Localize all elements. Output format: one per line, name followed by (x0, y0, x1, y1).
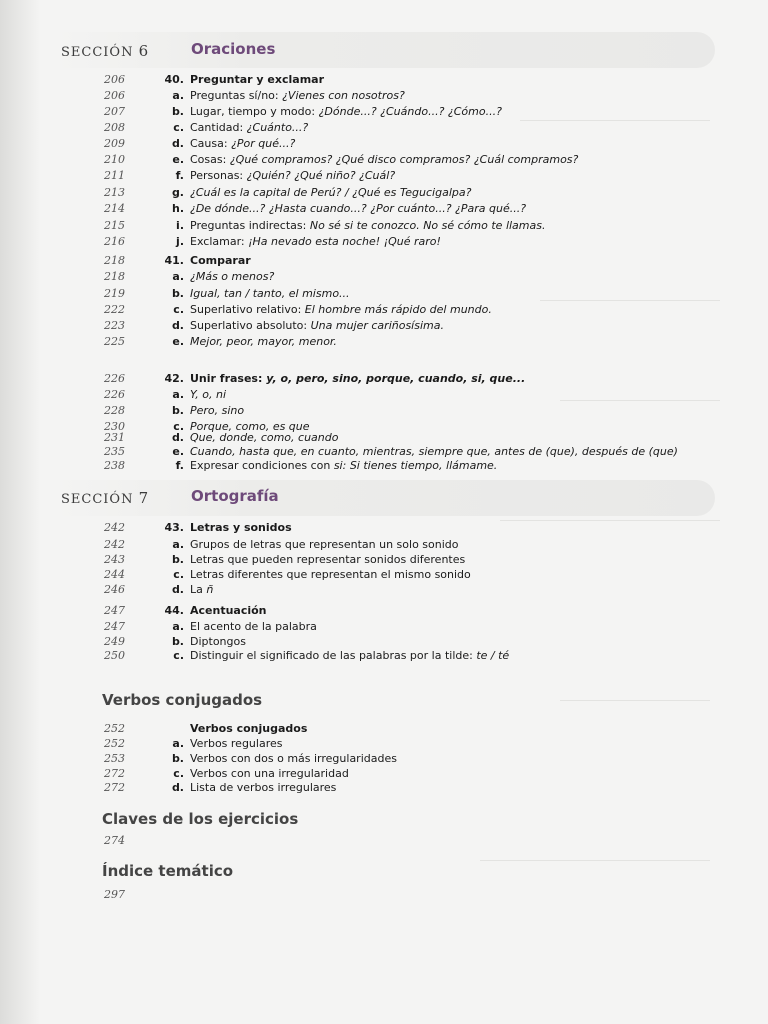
toc-entry-text (190, 648, 509, 664)
indice-page: 297 (104, 888, 125, 901)
toc-page-number: 244 (104, 568, 125, 581)
toc-entry-label: Preguntar y exclamar (190, 73, 324, 86)
toc-entry-example: Que, donde, como, cuando (190, 431, 339, 444)
toc-entry-label: Preguntas sí/no: (190, 89, 283, 102)
toc-page-number: 214 (104, 202, 125, 215)
toc-entry-label: Personas: (190, 169, 247, 182)
toc-page-number: 247 (104, 620, 125, 633)
toc-entry-example: ¡Ha nevado esta noche! ¡Qué raro! (248, 235, 441, 248)
section-label-text: SECCIÓN (61, 45, 134, 60)
toc-page-number: 213 (104, 186, 125, 199)
toc-entry-label: Lista de verbos irregulares (190, 781, 337, 794)
toc-entry-example: te / té (476, 649, 510, 662)
toc-page-number: 247 (104, 604, 125, 617)
toc-entry-example: ¿Por qué...? (231, 137, 296, 150)
toc-page-number: 211 (104, 169, 125, 182)
toc-marker: 43. (164, 521, 184, 534)
toc-marker: c. (173, 121, 184, 134)
toc-page-number: 206 (104, 73, 125, 86)
toc-entry-text (190, 780, 336, 796)
toc-page-number: 215 (104, 219, 125, 232)
toc-marker: d. (171, 137, 184, 150)
toc-page-number: 231 (104, 431, 125, 444)
toc-entry-text (190, 72, 324, 88)
toc-page-number: 252 (104, 737, 125, 750)
toc-page-number: 228 (104, 404, 125, 417)
bleed-line (480, 860, 710, 861)
toc-entry-example: ¿Qué compramos? ¿Qué disco compramos? ¿Cuál compramos? (229, 153, 579, 166)
toc-marker: a. (172, 737, 184, 750)
toc-entry-label: Superlativo relativo: (190, 303, 305, 316)
claves-heading: Claves de los ejercicios (102, 810, 299, 828)
toc-marker: c. (173, 420, 184, 433)
toc-entry-example: Pero, sino (190, 404, 245, 417)
toc-marker: i. (176, 219, 184, 232)
toc-entry-text (190, 253, 251, 269)
toc-page-number: 249 (104, 635, 125, 648)
toc-entry-label: Diptongos (190, 635, 246, 648)
section-header-band (55, 480, 715, 516)
toc-entry-example: No sé si te conozco. No sé cómo te llamas. (309, 219, 546, 232)
toc-entry-label: Letras que pueden representar sonidos diferentes (190, 553, 466, 566)
verbos-conjugados-heading: Verbos conjugados (102, 691, 263, 709)
toc-page-number: 243 (104, 553, 125, 566)
toc-page-number: 230 (104, 420, 125, 433)
toc-marker: d. (171, 319, 184, 332)
toc-entry-example: El hombre más rápido del mundo. (304, 303, 492, 316)
toc-entry-label: Causa: (190, 137, 232, 150)
toc-page-number: 218 (104, 270, 125, 283)
toc-entry-label: El acento de la palabra (190, 620, 317, 633)
section-7-label (61, 489, 148, 507)
toc-entry-example: si: Si tienes tiempo, llámame. (333, 459, 498, 472)
toc-entry-text (190, 603, 267, 619)
toc-marker: c. (173, 303, 184, 316)
toc-marker: b. (171, 553, 184, 566)
toc-entry-text (190, 537, 459, 553)
toc-page-number: 272 (104, 767, 125, 780)
toc-entry-example: ¿De dónde...? ¿Hasta cuando...? ¿Por cuánto...? ¿Para qué...? (190, 202, 527, 215)
indice-heading: Índice temático (102, 862, 234, 880)
toc-entry-example: y, o, pero, sino, porque, cuando, si, que... (266, 372, 526, 385)
toc-entry-text (190, 582, 213, 598)
toc-entry-label: Lugar, tiempo y modo: (190, 105, 319, 118)
toc-entry-text (190, 371, 525, 387)
toc-page-number: 238 (104, 459, 125, 472)
toc-marker: 41. (164, 254, 184, 267)
toc-entry-text (190, 218, 545, 234)
toc-entry-example: ¿Dónde...? ¿Cuándo...? ¿Cómo...? (318, 105, 502, 118)
toc-marker: a. (172, 538, 184, 551)
toc-entry-text (190, 567, 471, 583)
toc-entry-text (190, 721, 307, 737)
toc-marker: a. (172, 620, 184, 633)
toc-page-number: 210 (104, 153, 125, 166)
toc-page-number: 253 (104, 752, 125, 765)
toc-entry-example: Y, o, ni (190, 388, 227, 401)
toc-page-number: 242 (104, 521, 125, 534)
toc-entry-text (190, 185, 471, 201)
bleed-line (500, 520, 720, 521)
toc-marker: a. (172, 89, 184, 102)
toc-marker: f. (175, 459, 184, 472)
toc-entry-label: Letras diferentes que representan el mismo sonido (190, 568, 471, 581)
toc-entry-label: Acentuación (190, 604, 267, 617)
toc-entry-label: Verbos conjugados (190, 722, 308, 735)
toc-entry-example: Mejor, peor, mayor, menor. (190, 335, 337, 348)
toc-marker: g. (171, 186, 184, 199)
toc-entry-text (190, 234, 441, 250)
toc-page-number: 272 (104, 781, 125, 794)
toc-entry-example: ¿Más o menos? (190, 270, 275, 283)
toc-entry-text (190, 302, 492, 318)
toc-marker: c. (173, 649, 184, 662)
toc-entry-example: Una mujer cariñosísima. (310, 319, 444, 332)
toc-entry-example: ¿Quién? ¿Qué niño? ¿Cuál? (246, 169, 396, 182)
toc-entry-text (190, 201, 526, 217)
page-shadow (0, 0, 40, 1024)
toc-page-number: 209 (104, 137, 125, 150)
toc-marker: e. (172, 153, 184, 166)
toc-marker: a. (172, 270, 184, 283)
toc-entry-label: Verbos con dos o más irregularidades (190, 752, 397, 765)
toc-entry-text (190, 751, 397, 767)
toc-entry-label: Verbos regulares (190, 737, 283, 750)
toc-entry-example: ñ (206, 583, 214, 596)
toc-marker: e. (172, 335, 184, 348)
toc-page-number: 208 (104, 121, 125, 134)
toc-page-number: 226 (104, 372, 125, 385)
toc-entry-text (190, 736, 282, 752)
toc-marker: j. (176, 235, 184, 248)
toc-marker: c. (173, 767, 184, 780)
section-label-number: 7 (138, 489, 149, 507)
toc-marker: h. (171, 202, 184, 215)
toc-marker: b. (171, 752, 184, 765)
toc-page-number: 206 (104, 89, 125, 102)
toc-entry-example: Igual, tan / tanto, el mismo... (190, 287, 350, 300)
section-header-band (55, 32, 715, 68)
toc-entry-example: ¿Cuál es la capital de Perú? / ¿Qué es Tegucigalpa? (190, 186, 472, 199)
toc-page-number: 218 (104, 254, 125, 267)
section-label-number: 6 (138, 42, 149, 60)
claves-page: 274 (104, 834, 125, 847)
bleed-line (520, 120, 710, 121)
toc-entry-example: ¿Vienes con nosotros? (282, 89, 405, 102)
toc-entry-text (190, 136, 295, 152)
toc-entry-text (190, 88, 405, 104)
toc-marker: d. (171, 431, 184, 444)
toc-entry-text (190, 168, 395, 184)
toc-page-number: 216 (104, 235, 125, 248)
toc-entry-text (190, 458, 497, 474)
toc-marker: 40. (164, 73, 184, 86)
toc-marker: a. (172, 388, 184, 401)
toc-page-number: 242 (104, 538, 125, 551)
toc-entry-label: Comparar (190, 254, 251, 267)
toc-entry-label: Grupos de letras que representan un solo sonido (190, 538, 459, 551)
toc-marker: b. (171, 635, 184, 648)
toc-entry-label: Letras y sonidos (190, 521, 292, 534)
toc-entry-text (190, 120, 308, 136)
bleed-line (560, 700, 710, 701)
toc-entry-text (190, 387, 226, 403)
toc-marker: 42. (164, 372, 184, 385)
toc-entry-text (190, 269, 274, 285)
toc-entry-example: Cuando, hasta que, en cuanto, mientras, siempre que, antes de (que), después de (que) (190, 445, 678, 458)
toc-entry-label: Cosas: (190, 153, 230, 166)
toc-entry-label: La (190, 583, 207, 596)
toc-entry-text (190, 403, 244, 419)
toc-marker: e. (172, 445, 184, 458)
toc-page-number: 246 (104, 583, 125, 596)
toc-page-number: 235 (104, 445, 125, 458)
toc-marker: b. (171, 105, 184, 118)
toc-entry-label: Distinguir el significado de las palabras por la tilde: (190, 649, 477, 662)
toc-page-number: 207 (104, 105, 125, 118)
toc-page-number: 222 (104, 303, 125, 316)
toc-entry-example: ¿Cuánto...? (246, 121, 309, 134)
toc-page-number: 250 (104, 649, 125, 662)
toc-entry-text (190, 334, 337, 350)
toc-entry-label: Expresar condiciones con (190, 459, 334, 472)
toc-entry-example: Porque, como, es que (190, 420, 310, 433)
toc-entry-label: Verbos con una irregularidad (190, 767, 349, 780)
toc-entry-label: Superlativo absoluto: (190, 319, 311, 332)
toc-marker: c. (173, 568, 184, 581)
bleed-line (540, 300, 720, 301)
toc-entry-label: Cantidad: (190, 121, 247, 134)
bleed-line (560, 400, 720, 401)
toc-page-number: 219 (104, 287, 125, 300)
section-7-title: Ortografía (191, 487, 279, 505)
toc-page-number: 226 (104, 388, 125, 401)
toc-entry-label: Preguntas indirectas: (190, 219, 310, 232)
toc-marker: f. (175, 169, 184, 182)
toc-entry-text (190, 152, 578, 168)
toc-page-number: 252 (104, 722, 125, 735)
section-label-text: SECCIÓN (61, 492, 134, 507)
toc-marker: d. (171, 583, 184, 596)
toc-marker: d. (171, 781, 184, 794)
toc-marker: b. (171, 287, 184, 300)
toc-entry-text (190, 552, 465, 568)
toc-entry-text (190, 104, 502, 120)
toc-page-number: 223 (104, 319, 125, 332)
toc-page-number: 225 (104, 335, 125, 348)
toc-entry-text (190, 619, 317, 635)
toc-entry-text (190, 318, 444, 334)
section-6-label (61, 42, 148, 60)
section-6-title: Oraciones (191, 40, 276, 58)
toc-entry-text (190, 520, 292, 536)
toc-entry-label: Unir frases: (190, 372, 267, 385)
toc-entry-label: Exclamar: (190, 235, 249, 248)
toc-marker: b. (171, 404, 184, 417)
toc-entry-text (190, 286, 350, 302)
toc-marker: 44. (164, 604, 184, 617)
